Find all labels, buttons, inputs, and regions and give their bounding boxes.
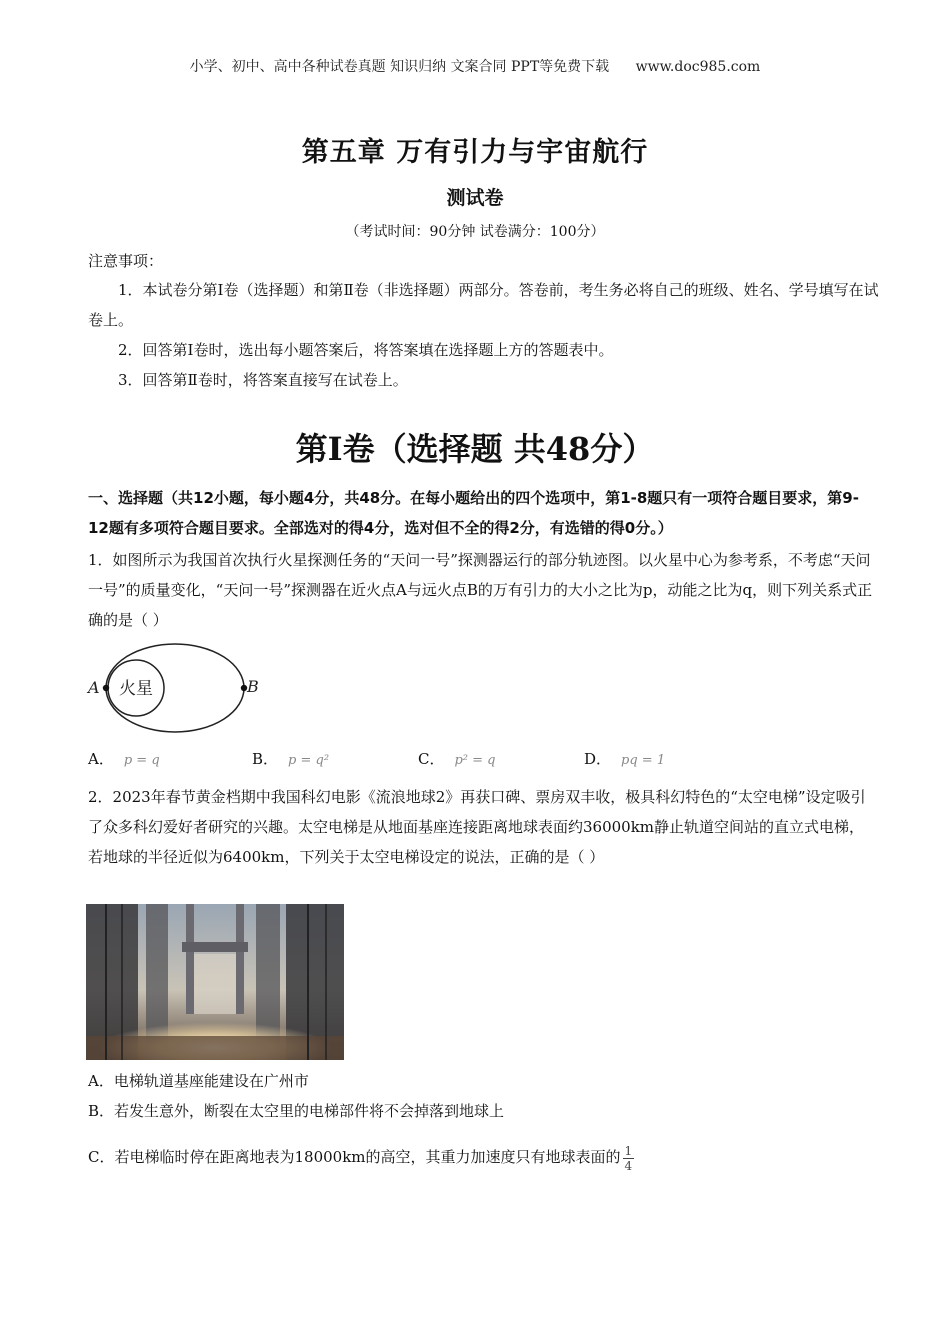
question-1-options	[88, 744, 878, 774]
fraction-one-quarter: $\frac{1}{4}$	[624, 1143, 633, 1173]
notice-item-1: 1．本试卷分第Ⅰ卷（选择题）和第Ⅱ卷（非选择题）两部分。答卷前，考生务必将自己的班级、姓名、学号填写在试卷上。	[88, 281, 879, 329]
option-b[interactable]	[252, 744, 329, 776]
exam-info: （考试时间：90分钟 试卷满分：100分）	[345, 224, 605, 240]
mars-label: 火星	[119, 679, 153, 699]
option-formula: p = q²	[288, 753, 330, 768]
header-text: 小学、初中、高中各种试卷真题 知识归纳 文案合同 PPT等免费下载	[189, 59, 610, 75]
document-title: 第五章 万有引力与宇宙航行	[301, 137, 649, 168]
option-c[interactable]	[418, 744, 496, 776]
page-header	[0, 56, 950, 76]
point-a-dot	[103, 685, 109, 691]
option-a[interactable]	[88, 744, 160, 776]
space-elevator-photo	[86, 904, 344, 1060]
option-c-text: C．若电梯临时停在距离地表为18000km的高空，其重力加速度只有地球表面的	[88, 1148, 621, 1166]
option-formula: p² = q	[454, 753, 496, 768]
question-2-option-c[interactable]	[88, 1142, 634, 1173]
notice-label: 注意事项：	[88, 252, 164, 270]
option-d[interactable]	[584, 744, 665, 776]
orbit-diagram	[86, 640, 259, 736]
option-letter: C．	[418, 750, 445, 768]
question-1-text: 1．如图所示为我国首次执行火星探测任务的“天问一号”探测器运行的部分轨迹图。以火星中心为参考系，不考虑“天问一号”的质量变化，“天问一号”探测器在近火点A与远火点B的万有引力的大小之比为p，动能之比为q，则下列关系式正确的是（ ）	[88, 551, 873, 629]
header-site-link[interactable]: www.doc985.com	[635, 59, 761, 75]
point-b-label: B	[247, 677, 259, 696]
point-a-label: A	[88, 678, 100, 697]
option-formula: p = q	[123, 753, 160, 768]
question-2-option-b[interactable]: B．若发生意外，断裂在太空里的电梯部件将不会掉落到地球上	[88, 1102, 505, 1120]
question-2-text: 2．2023年春节黄金档期中我国科幻电影《流浪地球2》再获口碑、票房双丰收，极具科幻特色的“太空电梯”设定吸引了众多科幻爱好者研究的兴趣。太空电梯是从地面基座连接距离地球表面约36000km静止轨道空间站的直立式电梯，若地球的半径近似为6400km，下列关于太空电梯设定的说法，正确的是（ ）	[88, 788, 866, 866]
option-letter: D．	[584, 750, 612, 768]
notice-item-3: 3．回答第Ⅱ卷时，将答案直接写在试卷上。	[118, 371, 408, 389]
option-formula: pq = 1	[621, 753, 666, 768]
question-2-option-a[interactable]: A．电梯轨道基座能建设在广州市	[88, 1072, 309, 1090]
option-letter: A．	[88, 750, 114, 768]
document-subtitle: 测试卷	[446, 187, 504, 209]
notice-item-2: 2．回答第Ⅰ卷时，选出每小题答案后，将答案填在选择题上方的答题表中。	[118, 341, 614, 359]
option-letter: B．	[252, 750, 279, 768]
part1-title: 第Ⅰ卷（选择题 共48分）	[295, 430, 655, 468]
section1-heading: 一、选择题（共12小题，每小题4分，共48分。在每小题给出的四个选项中，第1-8题只有一项符合题目要求，第9-12题有多项符合题目要求。全部选对的得4分，选对但不全的得2分，有选错的得0分。）	[88, 489, 859, 537]
